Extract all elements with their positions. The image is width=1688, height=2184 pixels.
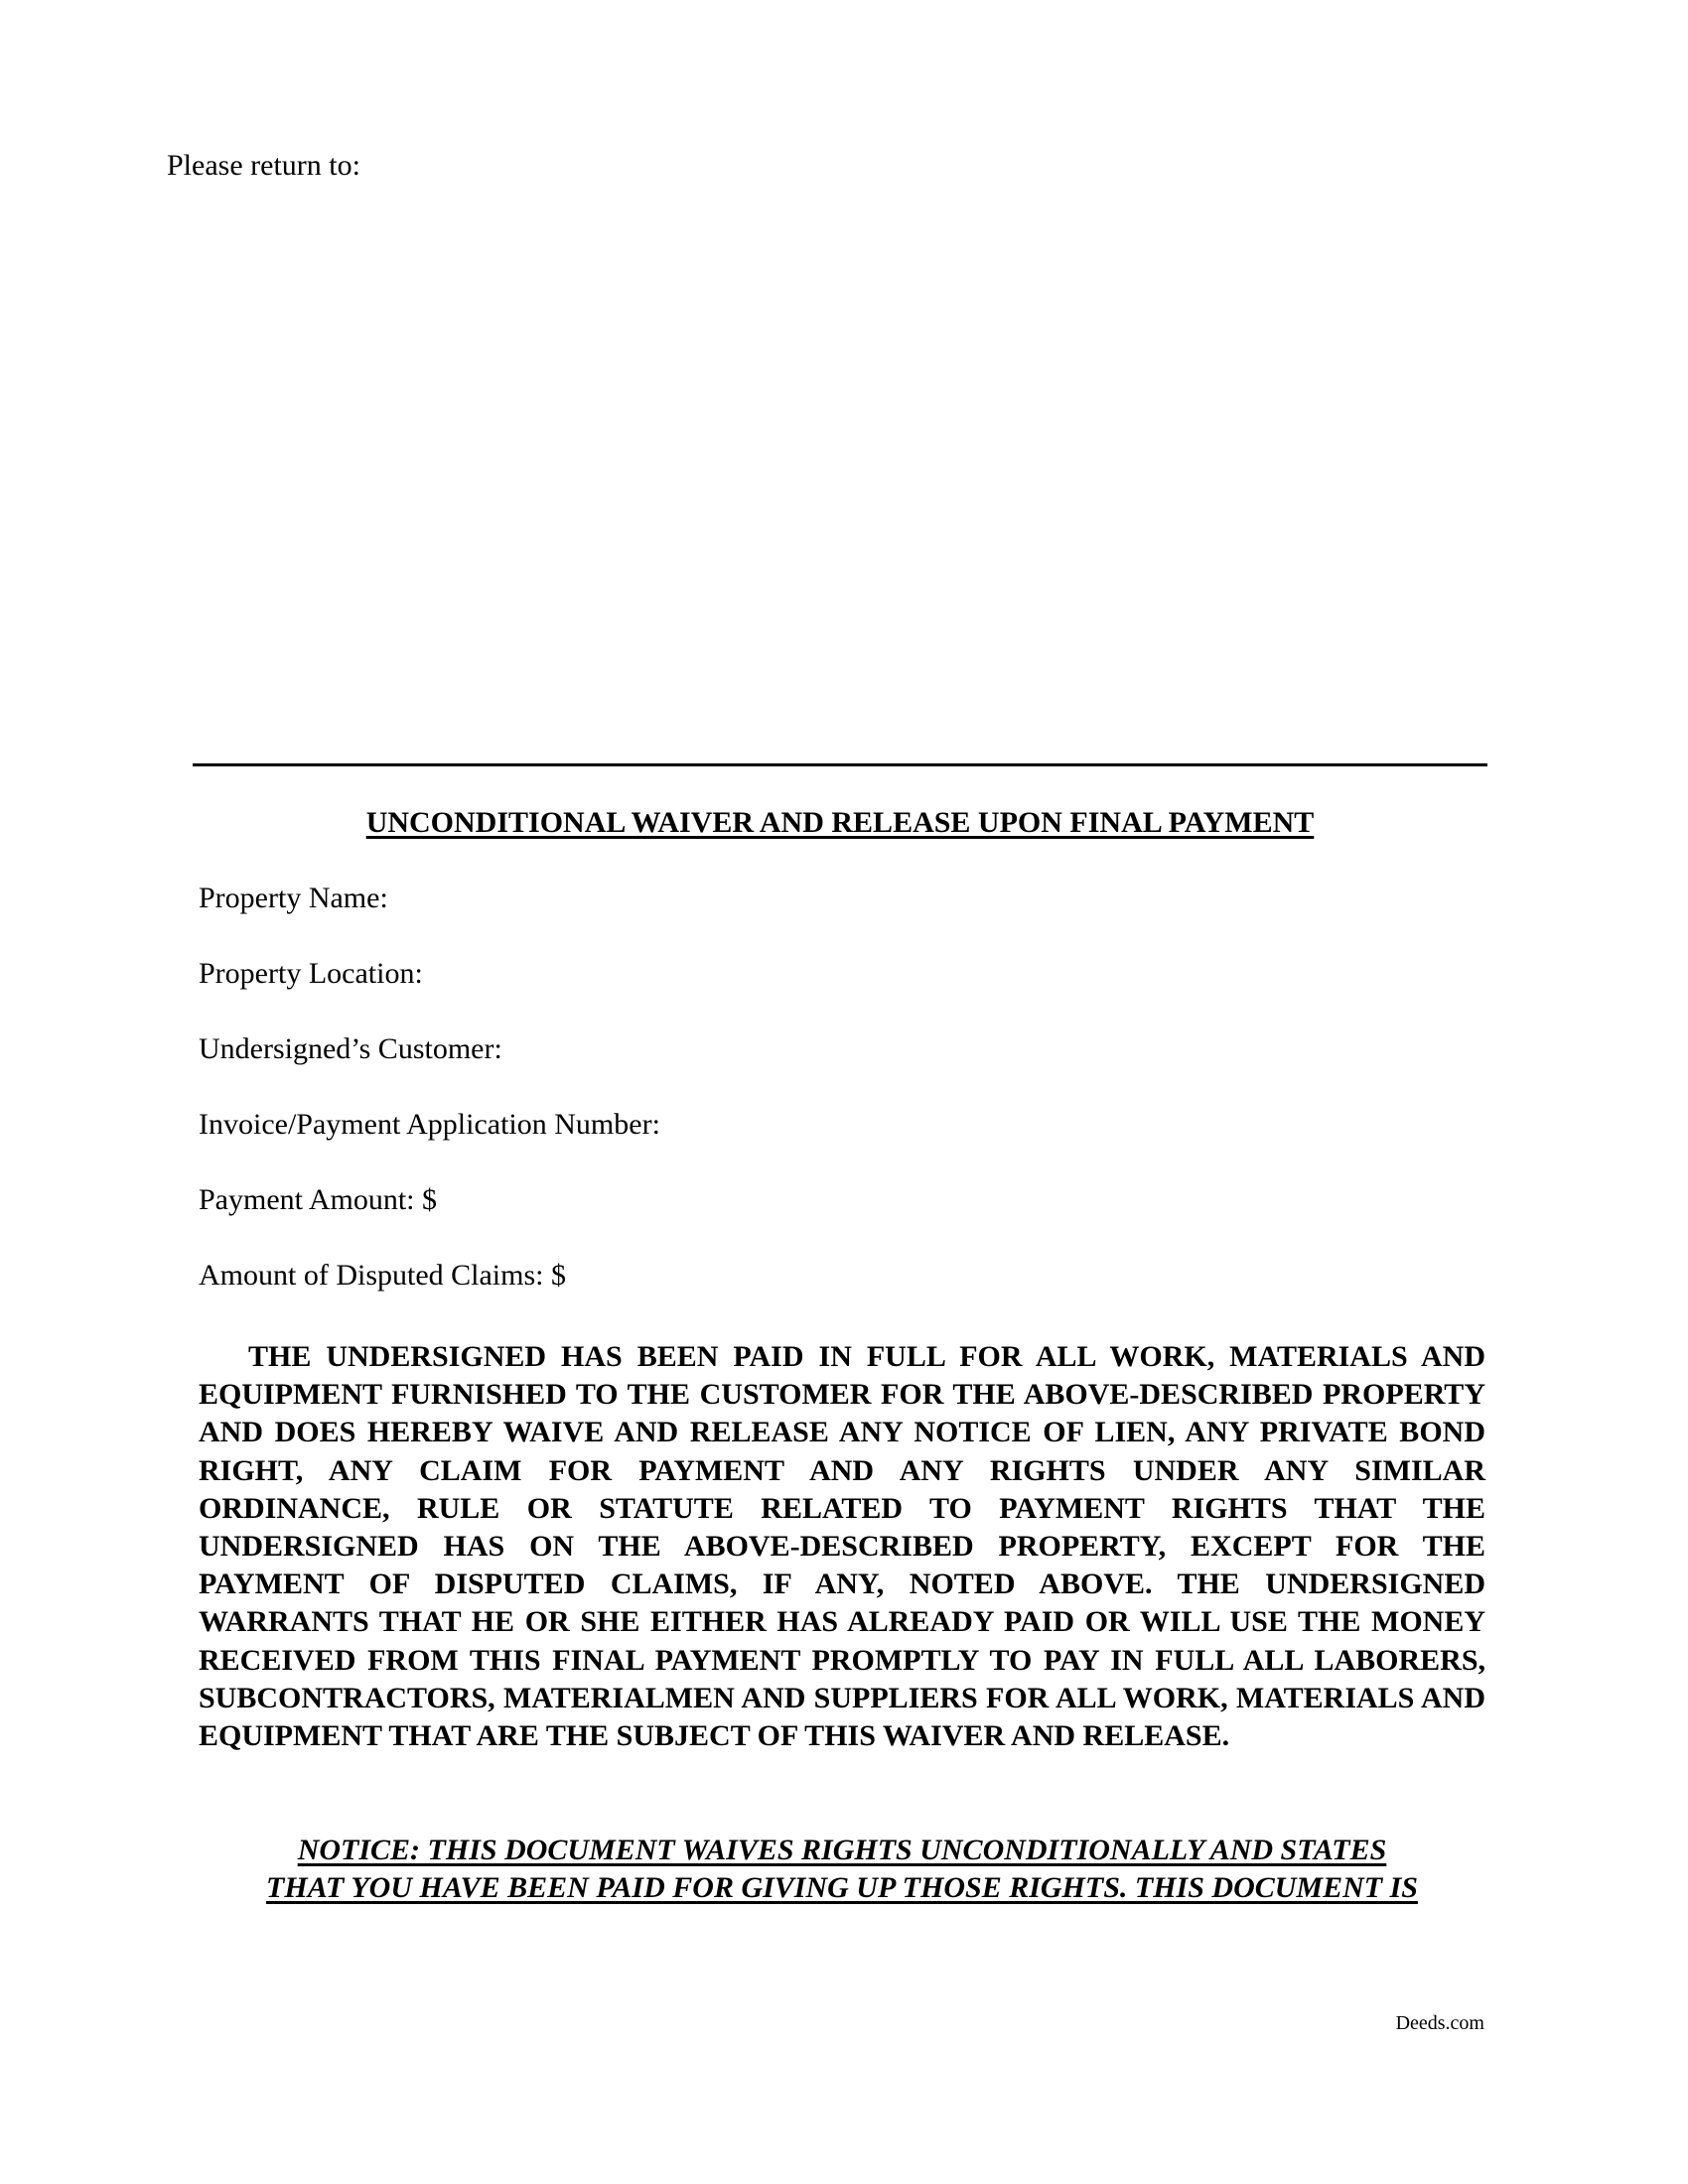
notice-paragraph: [199, 1832, 1485, 1907]
notice-line: THAT YOU HAVE BEEN PAID FOR GIVING UP THOSE RIGHTS. THIS DOCUMENT IS: [266, 1871, 1418, 1904]
footer-brand: Deeds.com: [1395, 2012, 1484, 2034]
payment-amount-field: Payment Amount: $: [199, 1183, 437, 1216]
property-location-field: Property Location:: [199, 957, 423, 990]
disputed-claims-field: Amount of Disputed Claims: $: [199, 1259, 566, 1292]
document-title: UNCONDITIONAL WAIVER AND RELEASE UPON FINAL PAYMENT: [365, 806, 1315, 839]
customer-field: Undersigned’s Customer:: [199, 1032, 502, 1065]
notice-line: NOTICE: THIS DOCUMENT WAIVES RIGHTS UNCONDITIONALLY AND STATES: [297, 1834, 1387, 1866]
property-fields: [199, 884, 1479, 1336]
return-address-label: Please return to:: [167, 149, 360, 182]
property-name-field: Property Name:: [199, 882, 388, 914]
recording-area-divider: [193, 763, 1487, 766]
invoice-number-field: Invoice/Payment Application Number:: [199, 1108, 660, 1141]
waiver-body-paragraph: THE UNDERSIGNED HAS BEEN PAID IN FULL FOR ALL WORK, MATERIALS AND EQUIPMENT FURNISHED TO THE CUSTOMER FOR THE ABOVE-DESCRIBED PROPERTY AND DOES HEREBY WAIVE AND RELEASE ANY NOTICE OF LIEN, ANY PRIVATE BOND RIGHT, ANY CLAIM FOR PAYMENT AND ANY RIGHTS UNDER ANY SIMILAR ORDINANCE, RULE OR STATUTE RELATED TO PAYMENT RIGHTS THAT THE UNDERSIGNED HAS ON THE ABOVE-DESCRIBED PROPERTY, EXCEPT FOR THE PAYMENT OF DISPUTED CLAIMS, IF ANY, NOTED ABOVE. THE UNDERSIGNED WARRANTS THAT HE OR SHE EITHER HAS ALREADY PAID OR WILL USE THE MONEY RECEIVED FROM THIS FINAL PAYMENT PROMPTLY TO PAY IN FULL ALL LABORERS, SUBCONTRACTORS, MATERIALMEN AND SUPPLIERS FOR ALL WORK, MATERIALS AND EQUIPMENT THAT ARE THE SUBJECT OF THIS WAIVER AND RELEASE.: [199, 1340, 1485, 1753]
